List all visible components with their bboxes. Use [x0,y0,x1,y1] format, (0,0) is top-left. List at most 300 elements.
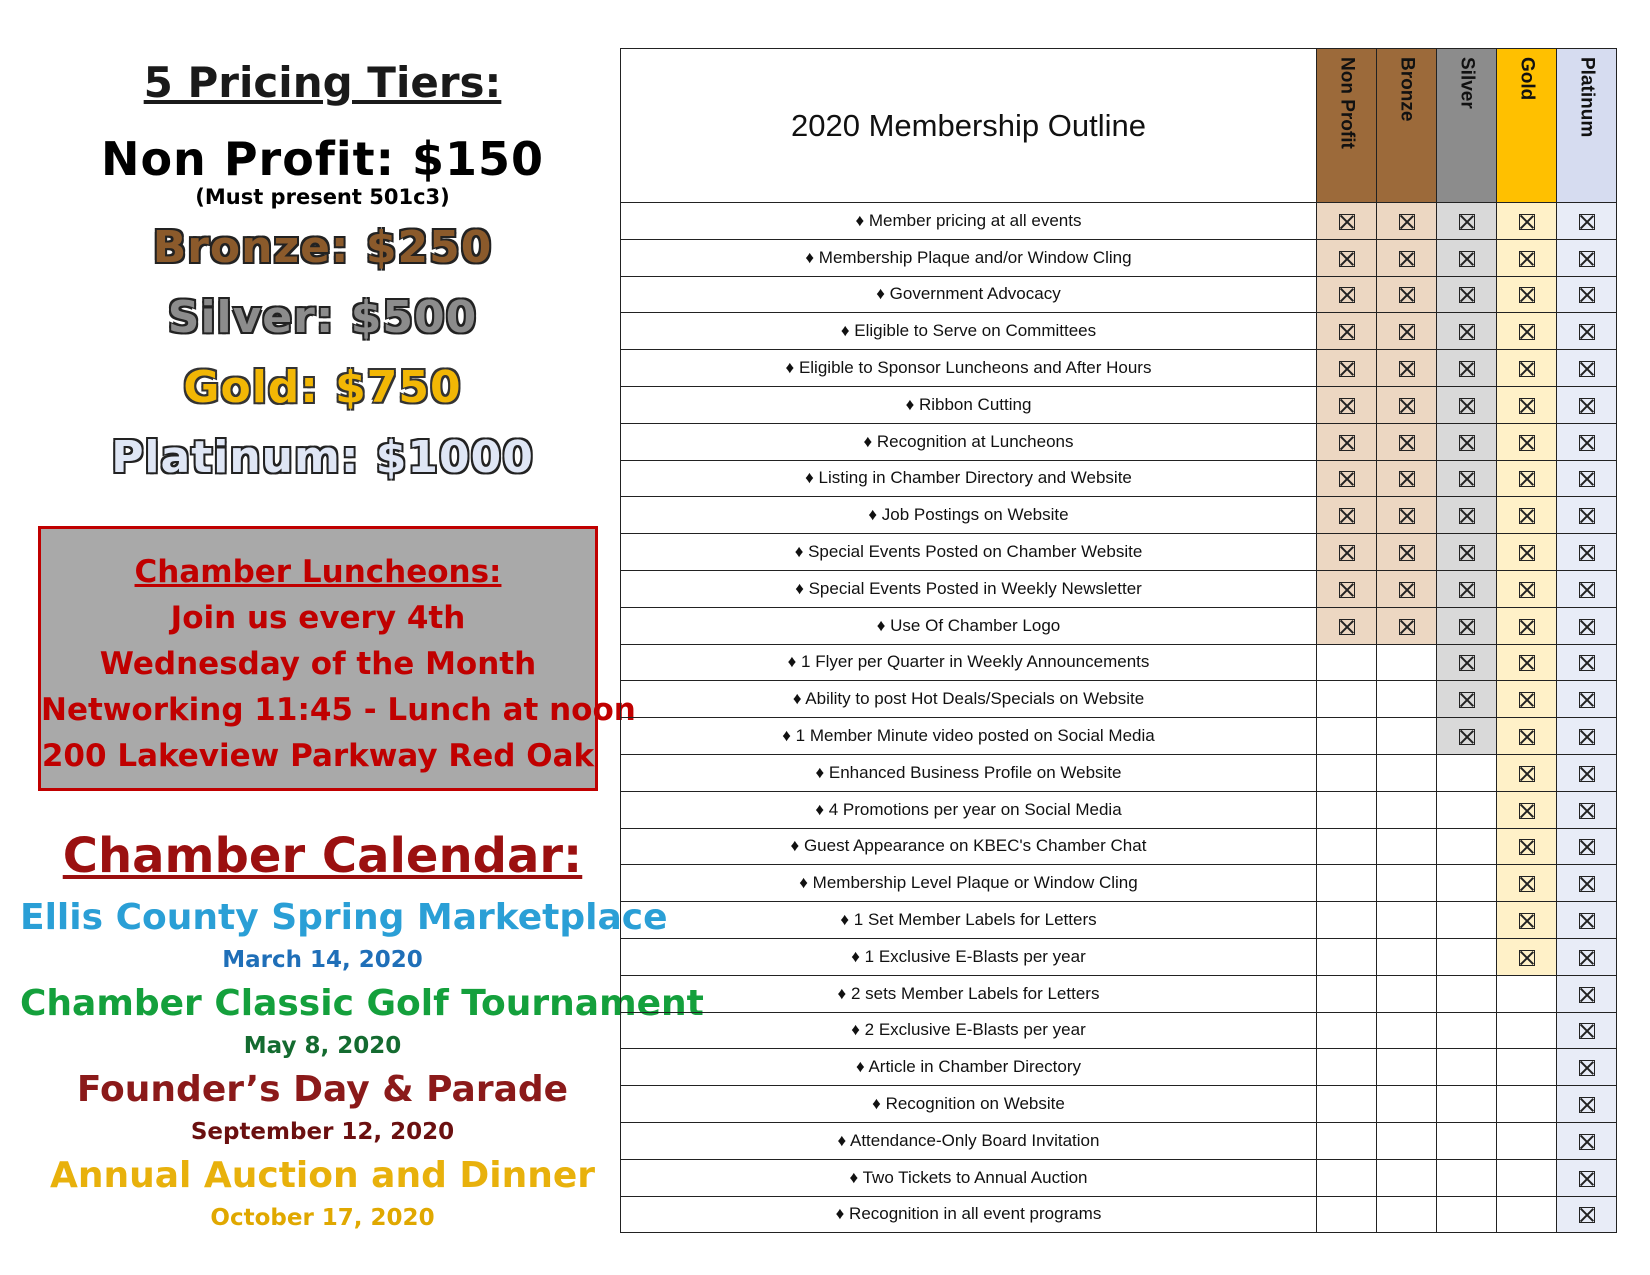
checked-box-icon [1519,619,1535,635]
table-row [621,1159,1617,1196]
checked-box-icon [1579,471,1595,487]
empty-cell [1437,1196,1497,1233]
feature-label: ♦ Eligible to Sponsor Luncheons and After Hours [621,350,1317,387]
luncheons-line: 200 Lakeview Parkway Red Oak [41,738,595,774]
checked-box-icon [1579,545,1595,561]
included-cell [1557,1122,1617,1159]
checked-box-icon [1579,1097,1595,1113]
event-name: Annual Auction and Dinner [49,1155,596,1196]
checked-box-icon [1579,435,1595,451]
checked-box-icon [1579,398,1595,414]
included-cell [1557,460,1617,497]
checked-box-icon [1579,287,1595,303]
checked-box-icon [1519,361,1535,377]
checked-box-icon [1579,582,1595,598]
included-cell [1497,460,1557,497]
table-row [621,350,1617,387]
checked-box-icon [1579,692,1595,708]
included-cell [1497,203,1557,240]
checked-box-icon [1579,655,1595,671]
included-cell [1437,350,1497,387]
included-cell [1437,644,1497,681]
empty-cell [1437,902,1497,939]
included-cell [1317,203,1377,240]
empty-cell [1317,1012,1377,1049]
event-date: March 14, 2020 [222,947,423,973]
event-name: Chamber Classic Golf Tournament [20,983,704,1024]
included-cell [1437,497,1497,534]
empty-cell [1317,681,1377,718]
table-row [621,1012,1617,1049]
feature-label: ♦ Government Advocacy [621,276,1317,313]
event-date: October 17, 2020 [210,1205,435,1231]
included-cell [1557,681,1617,718]
empty-cell [1377,1159,1437,1196]
empty-cell [1377,975,1437,1012]
included-cell [1317,497,1377,534]
table-row [621,1196,1617,1233]
tier-platinum-price: Platinum: $1000 [111,432,534,483]
checked-box-icon [1459,545,1475,561]
event-date: September 12, 2020 [190,1119,455,1145]
checked-box-icon [1519,251,1535,267]
calendar-title: Chamber Calendar: [62,828,583,884]
empty-cell [1377,1012,1437,1049]
feature-label: ♦ 1 Exclusive E-Blasts per year [621,938,1317,975]
tier-header-label: Gold [1516,57,1538,101]
empty-cell [1437,754,1497,791]
checked-box-icon [1399,582,1415,598]
included-cell [1557,239,1617,276]
empty-cell [1317,791,1377,828]
empty-cell [1317,865,1377,902]
checked-box-icon [1519,692,1535,708]
included-cell [1557,718,1617,755]
feature-label: ♦ Use Of Chamber Logo [621,607,1317,644]
table-row [621,902,1617,939]
included-cell [1557,865,1617,902]
included-cell [1557,203,1617,240]
checked-box-icon [1339,251,1355,267]
included-cell [1317,534,1377,571]
membership-outline-table [620,48,1616,1233]
checked-box-icon [1459,508,1475,524]
empty-cell [1317,1086,1377,1123]
empty-cell [1317,1159,1377,1196]
included-cell [1437,313,1497,350]
included-cell [1317,460,1377,497]
included-cell [1377,313,1437,350]
feature-label: ♦ Special Events Posted on Chamber Website [621,534,1317,571]
checked-box-icon [1519,766,1535,782]
luncheons-line: Networking 11:45 - Lunch at noon [41,692,636,728]
checked-box-icon [1459,324,1475,340]
included-cell [1377,607,1437,644]
empty-cell [1377,1086,1437,1123]
included-cell [1377,386,1437,423]
checked-box-icon [1339,324,1355,340]
included-cell [1497,350,1557,387]
tier-header-gold [1497,49,1557,203]
empty-cell [1317,975,1377,1012]
table-row [621,203,1617,240]
feature-label: ♦ Ribbon Cutting [621,386,1317,423]
empty-cell [1497,975,1557,1012]
included-cell [1557,902,1617,939]
table-row [621,718,1617,755]
checked-box-icon [1519,582,1535,598]
checked-box-icon [1399,361,1415,377]
included-cell [1497,570,1557,607]
empty-cell [1437,865,1497,902]
empty-cell [1437,828,1497,865]
checked-box-icon [1459,692,1475,708]
checked-box-icon [1579,950,1595,966]
empty-cell [1377,1196,1437,1233]
empty-cell [1497,1012,1557,1049]
empty-cell [1377,754,1437,791]
included-cell [1317,607,1377,644]
empty-cell [1497,1049,1557,1086]
empty-cell [1377,791,1437,828]
checked-box-icon [1579,251,1595,267]
checked-box-icon [1399,619,1415,635]
empty-cell [1317,1122,1377,1159]
feature-label: ♦ Recognition on Website [621,1086,1317,1123]
checked-box-icon [1459,251,1475,267]
empty-cell [1497,1086,1557,1123]
included-cell [1557,276,1617,313]
feature-label: ♦ Article in Chamber Directory [621,1049,1317,1086]
tier-header-non-profit [1317,49,1377,203]
included-cell [1557,350,1617,387]
checked-box-icon [1399,398,1415,414]
empty-cell [1317,718,1377,755]
table-row [621,754,1617,791]
feature-label: ♦ Eligible to Serve on Committees [621,313,1317,350]
included-cell [1497,313,1557,350]
checked-box-icon [1339,619,1355,635]
included-cell [1437,534,1497,571]
checked-box-icon [1579,987,1595,1003]
checked-box-icon [1339,361,1355,377]
empty-cell [1317,902,1377,939]
included-cell [1317,313,1377,350]
checked-box-icon [1339,398,1355,414]
tier-header-label: Platinum [1576,57,1598,138]
checked-box-icon [1399,324,1415,340]
table-row [621,865,1617,902]
included-cell [1557,386,1617,423]
empty-cell [1377,865,1437,902]
empty-cell [1317,828,1377,865]
empty-cell [1317,1196,1377,1233]
included-cell [1557,938,1617,975]
checked-box-icon [1459,287,1475,303]
checked-box-icon [1579,214,1595,230]
empty-cell [1317,1049,1377,1086]
empty-cell [1437,1159,1497,1196]
table-row [621,570,1617,607]
included-cell [1497,828,1557,865]
feature-label: ♦ Membership Plaque and/or Window Cling [621,239,1317,276]
empty-cell [1437,1049,1497,1086]
included-cell [1557,423,1617,460]
table-row [621,497,1617,534]
checked-box-icon [1519,287,1535,303]
included-cell [1317,350,1377,387]
included-cell [1377,239,1437,276]
checked-box-icon [1339,471,1355,487]
checked-box-icon [1399,287,1415,303]
table-row [621,386,1617,423]
tier-bronze-price: Bronze: $250 [152,222,493,273]
empty-cell [1377,938,1437,975]
included-cell [1557,534,1617,571]
feature-label: ♦ Member pricing at all events [621,203,1317,240]
event-name: Founder’s Day & Parade [76,1069,569,1110]
included-cell [1497,791,1557,828]
included-cell [1497,239,1557,276]
included-cell [1497,534,1557,571]
checked-box-icon [1519,435,1535,451]
left-panel [20,0,704,1275]
empty-cell [1317,754,1377,791]
empty-cell [1377,1049,1437,1086]
checked-box-icon [1519,508,1535,524]
feature-label: ♦ Attendance-Only Board Invitation [621,1122,1317,1159]
table-header-row [621,49,1617,203]
feature-label: ♦ Two Tickets to Annual Auction [621,1159,1317,1196]
checked-box-icon [1579,766,1595,782]
empty-cell [1377,828,1437,865]
checked-box-icon [1459,435,1475,451]
checked-box-icon [1459,729,1475,745]
checked-box-icon [1339,435,1355,451]
included-cell [1437,681,1497,718]
checked-box-icon [1339,582,1355,598]
checked-box-icon [1579,361,1595,377]
empty-cell [1437,1122,1497,1159]
checked-box-icon [1399,251,1415,267]
table-row [621,681,1617,718]
checked-box-icon [1519,655,1535,671]
empty-cell [1377,902,1437,939]
included-cell [1557,1049,1617,1086]
included-cell [1497,386,1557,423]
empty-cell [1317,644,1377,681]
checked-box-icon [1399,471,1415,487]
table-body [621,203,1617,1233]
included-cell [1437,718,1497,755]
luncheons-line: Join us every 4th [170,600,466,636]
included-cell [1377,350,1437,387]
checked-box-icon [1459,361,1475,377]
checked-box-icon [1519,729,1535,745]
checked-box-icon [1459,398,1475,414]
included-cell [1437,386,1497,423]
checked-box-icon [1339,287,1355,303]
empty-cell [1377,718,1437,755]
included-cell [1557,1086,1617,1123]
empty-cell [1437,1086,1497,1123]
table-row [621,239,1617,276]
luncheons-title: Chamber Luncheons: [134,554,502,590]
table-row [621,791,1617,828]
feature-label: ♦ 4 Promotions per year on Social Media [621,791,1317,828]
event-date: May 8, 2020 [243,1033,402,1059]
checked-box-icon [1459,582,1475,598]
checked-box-icon [1519,214,1535,230]
included-cell [1497,865,1557,902]
empty-cell [1437,938,1497,975]
checked-box-icon [1339,508,1355,524]
table-row [621,423,1617,460]
feature-label: ♦ Recognition in all event programs [621,1196,1317,1233]
included-cell [1317,276,1377,313]
checked-box-icon [1579,1171,1595,1187]
included-cell [1557,1159,1617,1196]
table-row [621,276,1617,313]
included-cell [1317,239,1377,276]
included-cell [1377,276,1437,313]
included-cell [1377,203,1437,240]
checked-box-icon [1579,1060,1595,1076]
included-cell [1497,754,1557,791]
checked-box-icon [1459,655,1475,671]
checked-box-icon [1459,471,1475,487]
included-cell [1317,423,1377,460]
included-cell [1377,423,1437,460]
checked-box-icon [1339,545,1355,561]
checked-box-icon [1399,508,1415,524]
checked-box-icon [1399,435,1415,451]
checked-box-icon [1519,398,1535,414]
feature-label: ♦ Recognition at Luncheons [621,423,1317,460]
feature-label: ♦ Job Postings on Website [621,497,1317,534]
included-cell [1377,497,1437,534]
included-cell [1557,975,1617,1012]
table-row [621,313,1617,350]
included-cell [1557,497,1617,534]
checked-box-icon [1519,803,1535,819]
feature-label: ♦ Listing in Chamber Directory and Website [621,460,1317,497]
outline-title: 2020 Membership Outline [621,49,1317,203]
table-row [621,938,1617,975]
table-row [621,1086,1617,1123]
feature-label: ♦ Membership Level Plaque or Window Cling [621,865,1317,902]
checked-box-icon [1579,508,1595,524]
checked-box-icon [1519,324,1535,340]
feature-label: ♦ 2 Exclusive E-Blasts per year [621,1012,1317,1049]
included-cell [1497,718,1557,755]
checked-box-icon [1579,1207,1595,1223]
included-cell [1557,570,1617,607]
checked-box-icon [1399,214,1415,230]
tier-gold-price: Gold: $750 [183,362,462,413]
empty-cell [1497,1122,1557,1159]
feature-label: ♦ Guest Appearance on KBEC's Chamber Chat [621,828,1317,865]
included-cell [1497,497,1557,534]
included-cell [1497,902,1557,939]
feature-label: ♦ 1 Member Minute video posted on Social Media [621,718,1317,755]
feature-label: ♦ Ability to post Hot Deals/Specials on Website [621,681,1317,718]
tier-header-label: Non Profit [1336,57,1358,149]
included-cell [1437,607,1497,644]
table-row [621,828,1617,865]
empty-cell [1437,791,1497,828]
checked-box-icon [1579,324,1595,340]
included-cell [1557,644,1617,681]
feature-label: ♦ 1 Flyer per Quarter in Weekly Announcements [621,644,1317,681]
table-row [621,460,1617,497]
checked-box-icon [1519,839,1535,855]
included-cell [1497,644,1557,681]
empty-cell [1437,1012,1497,1049]
included-cell [1317,386,1377,423]
included-cell [1377,460,1437,497]
included-cell [1437,460,1497,497]
included-cell [1557,1196,1617,1233]
checked-box-icon [1579,876,1595,892]
tier-header-platinum [1557,49,1617,203]
included-cell [1497,681,1557,718]
included-cell [1557,828,1617,865]
pricing-title: 5 Pricing Tiers: [143,58,502,107]
table-row [621,534,1617,571]
luncheons-line: Wednesday of the Month [99,646,537,682]
included-cell [1377,570,1437,607]
included-cell [1437,423,1497,460]
table-row [621,644,1617,681]
included-cell [1317,570,1377,607]
luncheons-box [38,526,636,791]
empty-cell [1377,681,1437,718]
included-cell [1557,1012,1617,1049]
table-row [621,1049,1617,1086]
checked-box-icon [1579,913,1595,929]
table-row [621,1122,1617,1159]
included-cell [1437,239,1497,276]
checked-box-icon [1579,1023,1595,1039]
included-cell [1437,276,1497,313]
included-cell [1497,607,1557,644]
feature-label: ♦ Enhanced Business Profile on Website [621,754,1317,791]
tier-header-label: Silver [1456,57,1478,109]
included-cell [1557,754,1617,791]
tier-silver-price: Silver: $500 [167,292,478,343]
included-cell [1557,607,1617,644]
included-cell [1497,276,1557,313]
included-cell [1497,423,1557,460]
checked-box-icon [1519,876,1535,892]
empty-cell [1497,1159,1557,1196]
empty-cell [1437,975,1497,1012]
empty-cell [1317,938,1377,975]
checked-box-icon [1459,619,1475,635]
checked-box-icon [1519,545,1535,561]
tier-non-profit-price: Non Profit: $150 [100,132,545,186]
feature-label: ♦ 1 Set Member Labels for Letters [621,902,1317,939]
tier-header-bronze [1377,49,1437,203]
included-cell [1557,313,1617,350]
checked-box-icon [1519,950,1535,966]
checked-box-icon [1579,839,1595,855]
table-row [621,607,1617,644]
checked-box-icon [1399,545,1415,561]
checked-box-icon [1579,803,1595,819]
included-cell [1437,203,1497,240]
